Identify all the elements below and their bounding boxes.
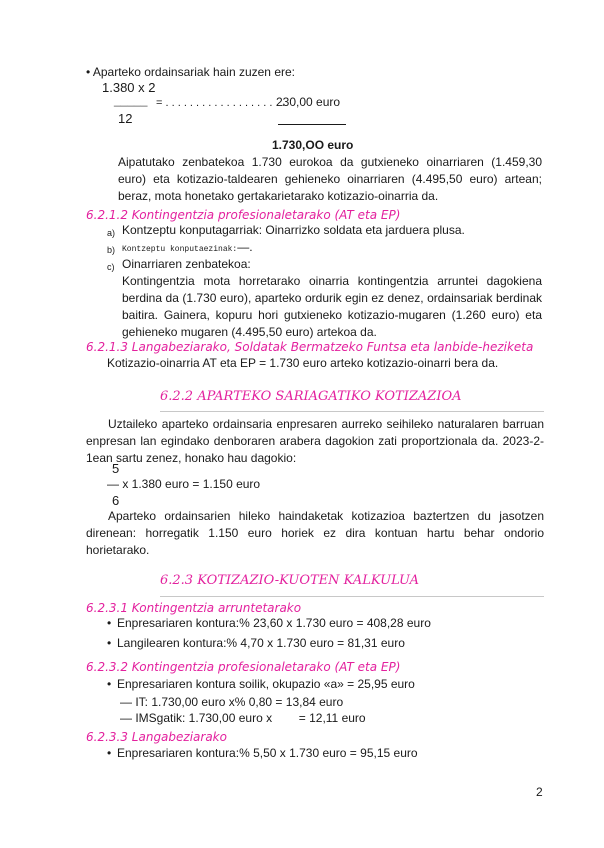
heading-622: 6.2.2 APARTEKO SARIAGATIKO KOTIZAZIOA [160, 389, 462, 404]
item-6232-employer: Enpresariaren kontura soilik, okupazio «a» = 25,95 euro [117, 677, 415, 691]
item-6232-ims: — IMSgatik: 1.730,00 euro x = 12,11 euro [120, 711, 366, 725]
item-6233-employer: Enpresariaren kontura:% 5,50 x 1.730 euro = 95,15 euro [117, 746, 418, 760]
heading-6233: 6.2.3.3 Langabeziarako [86, 730, 227, 744]
item-a-marker: a) [107, 228, 116, 238]
fraction-line: _____ [114, 93, 148, 107]
s622-numerator: 5 [112, 461, 120, 476]
heading-622-rule [160, 411, 544, 412]
heading-6212: 6.2.1.2 Kontingentzia profesionaletarako (AT eta EP) [86, 208, 401, 222]
item-b-tail: —. [237, 240, 253, 254]
heading-623: 6.2.3 KOTIZAZIO-KUOTEN KALKULUA [160, 573, 419, 588]
list-item: • Langilearen kontura:% 4,70 x 1.730 euro = 81,31 euro [107, 636, 405, 650]
sum-rule [278, 124, 346, 125]
item-6231-employer: Enpresariaren kontura:% 23,60 x 1.730 euro = 408,28 euro [117, 616, 431, 630]
item-6231-worker: Langilearen kontura:% 4,70 x 1.730 euro = 81,31 euro [117, 636, 405, 650]
item-a-text: Kontzeptu konputagarriak: Oinarrizko soldata eta jarduera plusa. [122, 223, 465, 237]
item-b-line [122, 240, 253, 257]
fraction-denominator: 12 [118, 111, 133, 126]
intro-total: 1.730,OO euro [272, 138, 354, 152]
item-b-text: Kontzeptu konputaezinak: [122, 245, 238, 254]
item-6232-it: — IT: 1.730,00 euro x% 0,80 = 13,84 euro [120, 695, 344, 709]
s622-formula: — x 1.380 euro = 1.150 euro [107, 477, 261, 491]
item-b-marker: b) [107, 245, 116, 255]
list-item: • Enpresariaren kontura soilik, okupazio «a» = 25,95 euro [107, 677, 415, 691]
s6213-text: Kotizazio-oinarria AT eta EP = 1.730 euro arteko kotizazio-oinarri bera da. [107, 356, 499, 370]
fraction-numerator: 1.380 x 2 [102, 80, 156, 95]
heading-6232: 6.2.3.2 Kontingentzia profesionaletarako (AT eta EP) [86, 660, 401, 674]
intro-explanation: Aipatutako zenbatekoa 1.730 eurokoa da gutxieneko oinarriaren (1.459,30 euro) eta kotizazio-taldearen gehieneko oinarriaren (4.495,50 euro) artean; beraz, mota honetako gertakarietarako kotizazio-oinarria da. [118, 155, 542, 203]
intro-result: 230,00 euro [276, 95, 341, 109]
s622-denominator: 6 [112, 493, 120, 508]
s622-paragraph1: Uztaileko aparteko ordainsaria enpresaren aurreko seihileko naturalaren barruan enpresan lan egindako denboraren arabera dagokion zati proportzionala da. 2023-2-1ean sartu zenez, honako hau dagokio: [86, 417, 544, 465]
item-c-marker: c) [107, 262, 115, 272]
list-item: • Enpresariaren kontura:% 23,60 x 1.730 euro = 408,28 euro [107, 616, 431, 630]
list-item: • Enpresariaren kontura:% 5,50 x 1.730 euro = 95,15 euro [107, 746, 418, 760]
s622-paragraph2: Aparteko ordainsarien hileko haindaketak kotizazioa baztertzen du jasotzen direnean: horregatik 1.150 euro horiek ez dira kontuan hartu behar ondorio horietarako. [86, 509, 544, 557]
dot-leader: = . . . . . . . . . . . . . . . . . . . . [156, 97, 285, 109]
page-number: 2 [536, 785, 543, 799]
heading-6231: 6.2.3.1 Kontingentzia arruntetarako [86, 601, 302, 615]
heading-6213: 6.2.1.3 Langabeziarako, Soldatak Bermatzeko Funtsa eta lanbide-heziketa [86, 340, 534, 354]
intro-bullet: • Aparteko ordainsariak hain zuzen ere: [86, 65, 295, 79]
item-c-text: Oinarriaren zenbatekoa: [122, 257, 251, 271]
heading-623-rule [160, 596, 544, 597]
s6212-paragraph: Kontingentzia mota horretarako oinarria kontingentzia arruntei dagokiena berdina da (1.730 euro), aparteko ordurik egin ez denez, ordainsariak berdinak baitira. Gainera, kopuru hori gutxieneko kotizazio-mugaren (1.260 euro) eta gehieneko mugaren (4.495,50 euro) artekoa da. [122, 274, 542, 339]
